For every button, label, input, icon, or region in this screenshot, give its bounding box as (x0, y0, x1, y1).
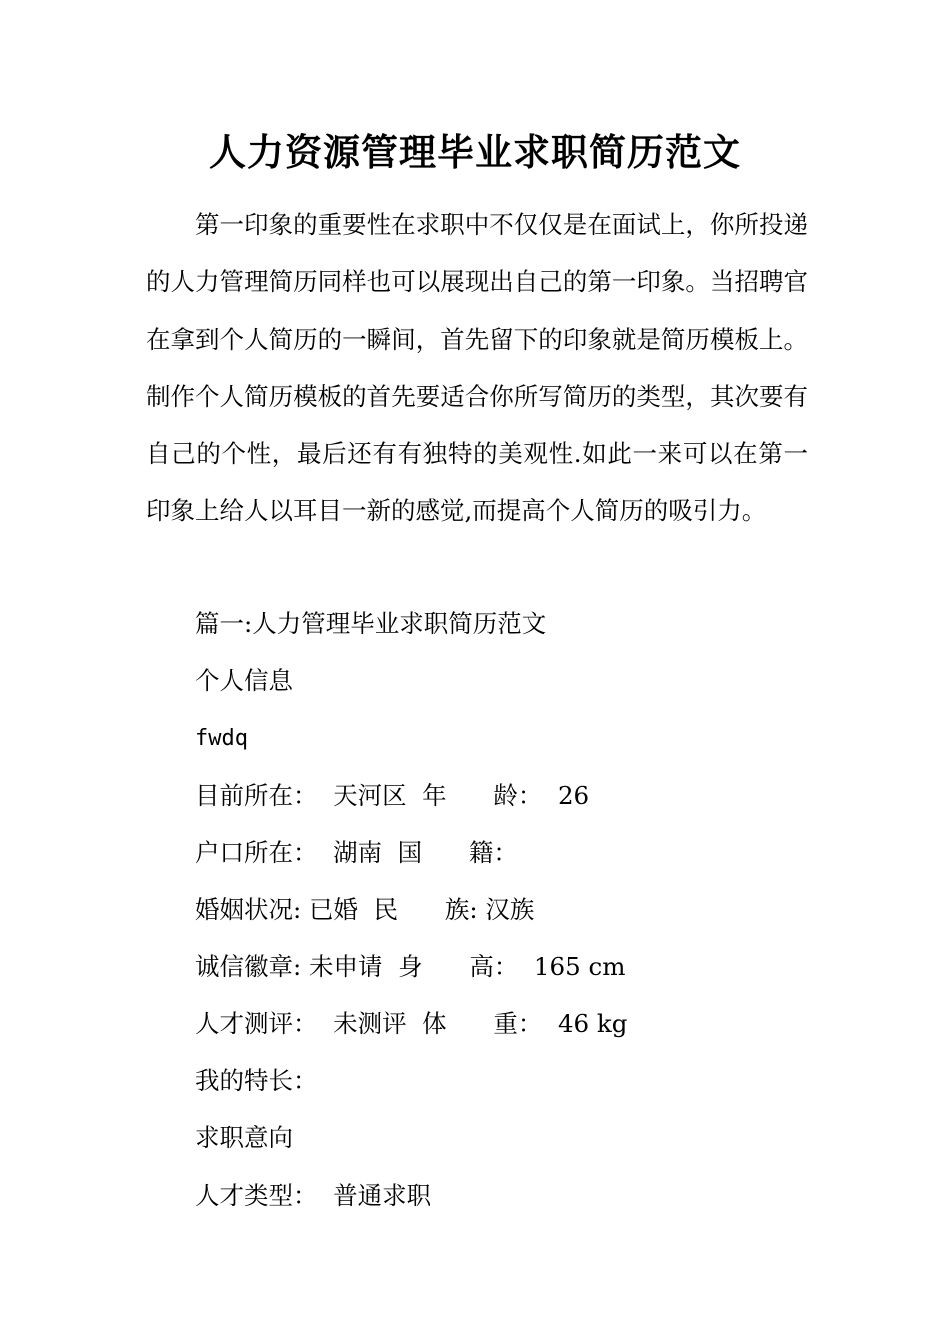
info-line-specialty: 我的特长： (195, 1066, 318, 1095)
info-line-location-age: 目前所在： 天河区 年 龄： 26 (195, 781, 590, 810)
page-title: 人力资源管理毕业求职简历范文 (209, 130, 741, 174)
info-line-talent-type: 人才类型： 普通求职 (195, 1181, 432, 1210)
info-line-hukou-nationality: 户口所在： 湖南 国 籍： (195, 838, 518, 867)
info-line-marital-ethnicity: 婚姻状况: 已婚 民 族: 汉族 (195, 895, 535, 924)
section-heading-job-intention: 求职意向 (195, 1123, 293, 1152)
section-heading-resume-one: 篇一:人力管理毕业求职简历范文 (195, 609, 547, 638)
intro-paragraph: 第一印象的重要性在求职中不仅仅是在面试上，你所投递的人力管理简历同样也可以展现出自己的第一印象。当招聘官在拿到个人简历的一瞬间，首先留下的印象就是简历模板上。制作个人简历模板的首先要适合你所写简历的类型，其次要有自己的个性，最后还有有独特的美观性.如此一来可以在第一印象上给人以耳目一新的感觉,而提高个人简历的吸引力。 (146, 210, 808, 526)
info-line-badge-height: 诚信徽章: 未申请 身 高： 165 cm (195, 952, 626, 981)
info-line-assessment-weight: 人才测评： 未测评 体 重： 46 kg (195, 1009, 628, 1038)
user-id-text: fwdq (195, 726, 248, 751)
section-heading-personal-info: 个人信息 (195, 666, 293, 695)
